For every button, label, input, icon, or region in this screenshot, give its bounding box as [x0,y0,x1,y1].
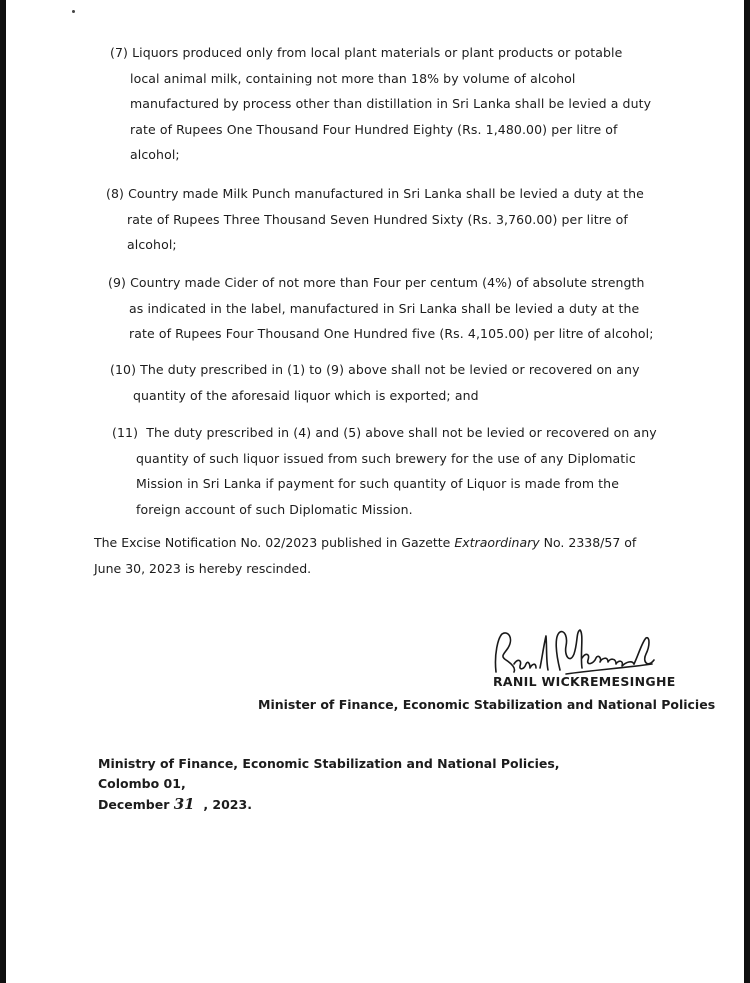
city: Colombo 01, [98,776,186,791]
clause-line: The duty prescribed in (1) to (9) above shall not be levied or recovered on any [140,362,640,377]
issuing-office-block [98,754,560,815]
clause-line: Liquors produced only from local plant materials or plant products or potable [132,45,623,60]
clause-number: (11) [112,425,139,440]
signature-title: Minister of Finance, Economic Stabilization and National Policies [258,697,716,712]
clause-line: alcohol; [127,237,177,252]
clause-number: (7) [110,45,129,60]
ministry-name: Ministry of Finance, Economic Stabilization and National Policies, [98,756,560,771]
clause-10 [110,357,640,408]
clause-line: local animal milk, containing not more than 18% by volume of alcohol [130,70,576,86]
clause-line: foreign account of such Diplomatic Mission. [136,501,413,517]
date-year: , 2023. [203,797,252,812]
clause-9 [108,270,654,347]
clause-line: rate of Rupees One Thousand Four Hundred Eighty (Rs. 1,480.00) per litre of [130,121,618,137]
clause-line: as indicated in the label, manufactured in Sri Lanka shall be levied a duty at the [129,300,640,316]
clause-7 [110,40,651,168]
clause-11 [112,420,657,522]
rescind-gazette-type: Extraordinary [454,535,540,550]
date-month: December [98,797,170,812]
clause-number: (8) [106,186,125,201]
clause-line: Mission in Sri Lanka if payment for such quantity of Liquor is made from the [136,476,619,491]
clause-line: rate of Rupees Four Thousand One Hundred five (Rs. 4,105.00) per litre of alcohol; [129,326,654,341]
signature-name: RANIL WICKREMESINGHE [493,674,676,689]
clause-line: rate of Rupees Three Thousand Seven Hundred Sixty (Rs. 3,760.00) per litre of [127,211,628,227]
document-page [6,0,744,983]
clause-line: The duty prescribed in (4) and (5) above shall not be levied or recovered on any [146,425,657,440]
scan-speck [72,10,75,13]
rescind-text: No. 2338/57 of [539,535,637,550]
issue-date [98,794,560,815]
rescind-paragraph [94,530,636,581]
date-day-handwritten: 31 [173,795,195,813]
clause-line: Country made Cider of not more than Four per centum (4%) of absolute strength [130,275,645,290]
clause-number: (9) [108,275,127,290]
clause-8 [106,181,644,258]
rescind-text: The Excise Notification No. 02/2023 published in Gazette [94,535,455,550]
clause-line: Country made Milk Punch manufactured in Sri Lanka shall be levied a duty at the [128,186,644,201]
clause-line: quantity of the aforesaid liquor which is exported; and [133,387,479,403]
clause-number: (10) [110,362,137,377]
clause-line: quantity of such liquor issued from such brewery for the use of any Diplomatic [136,450,636,466]
clause-line: alcohol; [130,147,180,162]
rescind-text: June 30, 2023 is hereby rescinded. [94,560,312,576]
clause-line: manufactured by process other than distillation in Sri Lanka shall be levied a duty [130,96,652,111]
